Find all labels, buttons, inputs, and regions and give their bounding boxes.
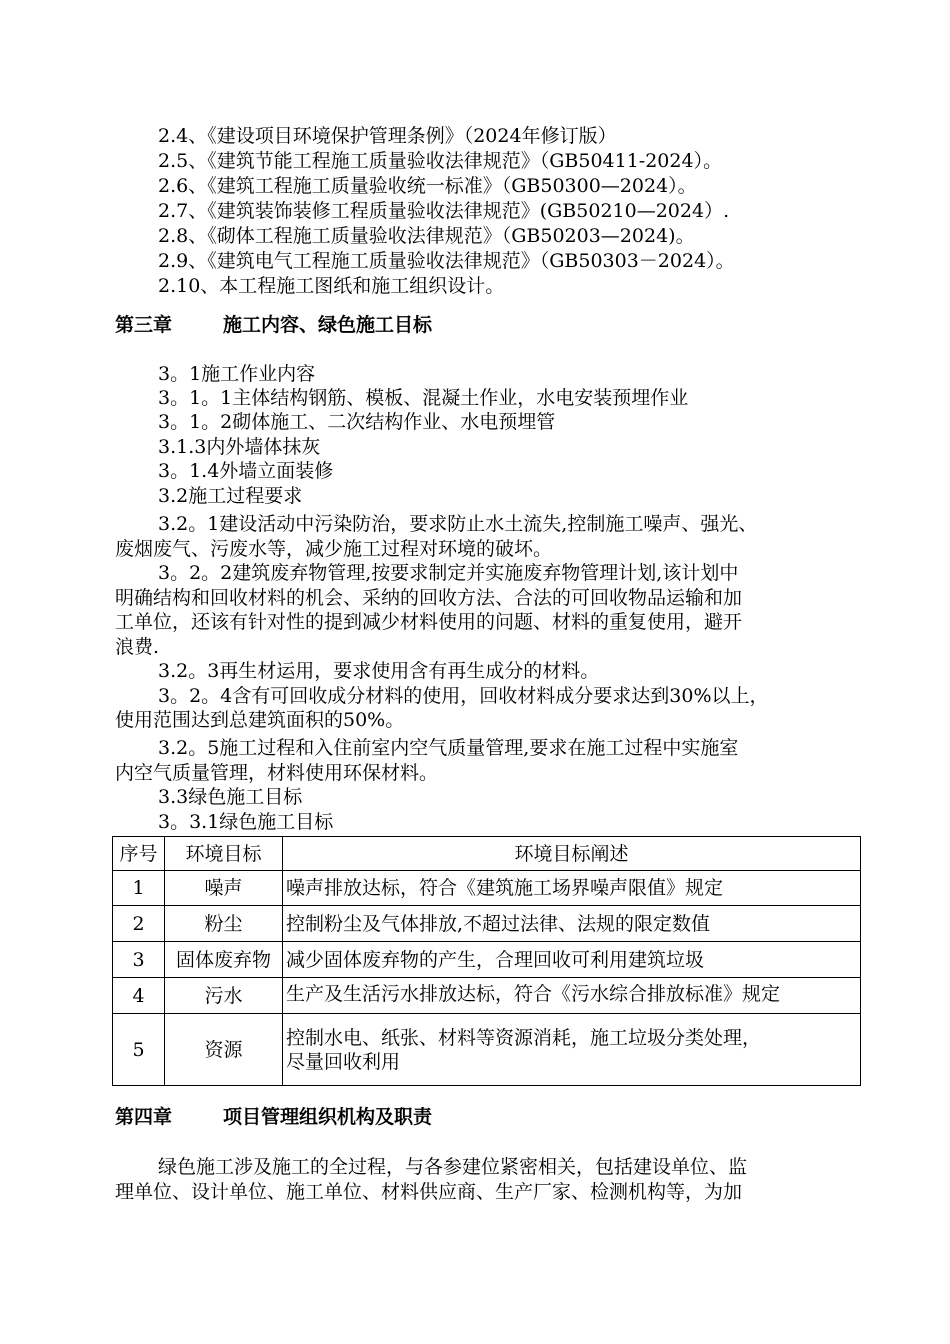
table-cell (283, 1014, 861, 1086)
table-row (113, 871, 861, 906)
paragraph-line: 理单位、设计单位、施工单位、材料供应商、生产厂家、检测机构等，为加 (115, 1181, 743, 1203)
table-header-row (113, 837, 861, 871)
paragraph-line: 绿色施工涉及施工的全过程，与各参建位紧密相关，包括建设单位、监 (158, 1156, 748, 1178)
table-cell-line: 尽量回收利用 (286, 1050, 401, 1073)
table-row (113, 1014, 861, 1086)
ref-item: 2.8、《砌体工程施工质量验收法律规范》（GB50203—2024)。 (158, 225, 695, 247)
table-cell: 噪声排放达标，符合《建筑施工场界噪声限值》规定 (283, 871, 861, 906)
table-cell: 4 (113, 978, 165, 1014)
ref-item: 2.9、《建筑电气工程施工质量验收法律规范》（GB50303－2024）。 (158, 250, 735, 272)
table-cell: 控制粉尘及气体排放,不超过法律、法规的限定数值 (283, 906, 861, 942)
section-line: 3.2施工过程要求 (158, 485, 303, 507)
environment-target-table (112, 836, 861, 1086)
table-cell: 噪声 (165, 871, 283, 906)
section-line: 3。2。4含有可回收成分材料的使用，回收材料成分要求达到30%以上， (158, 685, 769, 707)
section-line: 3.3绿色施工目标 (158, 786, 303, 808)
column-header: 环境目标 (165, 837, 283, 871)
section-line: 明确结构和回收材料的机会、采纳的回收方法、合法的可回收物品运输和加 (115, 587, 743, 609)
section-line: 浪费. (115, 636, 160, 658)
ref-item: 2.10、本工程施工图纸和施工组织设计。 (158, 275, 505, 297)
section-line: 3.2。5施工过程和入住前室内空气质量管理,要求在施工过程中实施室 (158, 737, 739, 759)
section-line: 工单位，还该有针对性的提到减少材料使用的问题、材料的重复使用，避开 (115, 611, 743, 633)
section-line: 3.2。3再生材运用，要求使用含有再生成分的材料。 (158, 660, 600, 682)
table-cell: 1 (113, 871, 165, 906)
table-cell (283, 978, 861, 1014)
section-line: 3。1。2砌体施工、二次结构作业、水电预埋管 (158, 411, 556, 433)
ref-item: 2.5、《建筑节能工程施工质量验收法律规范》（GB50411-2024）。 (158, 150, 723, 172)
chapter-title: 施工内容、绿色施工目标 (223, 314, 433, 336)
section-line: 3。1.4外墙立面装修 (158, 460, 334, 482)
ref-item: 2.4、《建设项目环境保护管理条例》（2024年修订版） (158, 125, 617, 147)
table-row (113, 906, 861, 942)
table-cell: 粉尘 (165, 906, 283, 942)
section-line: 3。2。2建筑废弃物管理,按要求制定并实施废弃物管理计划,该计划中 (158, 562, 739, 584)
section-line: 3.1.3内外墙体抹灰 (158, 436, 321, 458)
section-line: 使用范围达到总建筑面积的50%。 (115, 709, 405, 731)
chapter-number: 第三章 (115, 314, 173, 336)
table-cell: 污水 (165, 978, 283, 1014)
chapter-title: 项目管理组织机构及职责 (223, 1106, 433, 1128)
table-cell-line: 控制水电、纸张、材料等资源消耗，施工垃圾分类处理， (286, 1026, 762, 1049)
table-cell: 资源 (165, 1014, 283, 1086)
table-cell: 5 (113, 1014, 165, 1086)
table-cell-text: 生产及生活污水排放达标，符合《污水综合排放标准》规定 (286, 983, 781, 1005)
ref-item: 2.6、《建筑工程施工质量验收统一标准》（GB50300—2024）。 (158, 175, 697, 197)
section-line: 3。3.1绿色施工目标 (158, 811, 334, 833)
column-header: 环境目标阐述 (283, 837, 861, 871)
ref-item: 2.7、《建筑装饰装修工程质量验收法律规范》(GB50210—2024）. (158, 200, 730, 222)
chapter-number: 第四章 (115, 1106, 173, 1128)
section-line: 废烟废气、污废水等，减少施工过程对环境的破坏。 (115, 538, 553, 560)
section-line: 3。1施工作业内容 (158, 363, 316, 385)
table-cell: 减少固体废弃物的产生，合理回收可利用建筑垃圾 (283, 942, 861, 978)
table-cell: 2 (113, 906, 165, 942)
section-line: 3。1。1主体结构钢筋、模板、混凝土作业，水电安装预埋作业 (158, 387, 689, 409)
table-cell: 3 (113, 942, 165, 978)
chapter-heading (115, 313, 433, 337)
table-cell: 固体废弃物 (165, 942, 283, 978)
section-line: 3.2。1建设活动中污染防治，要求防止水土流失,控制施工噪声、强光、 (158, 513, 758, 535)
column-header: 序号 (113, 837, 165, 871)
table-row (113, 942, 861, 978)
chapter-heading (115, 1105, 433, 1129)
table-row (113, 978, 861, 1014)
section-line: 内空气质量管理，材料使用环保材料。 (115, 762, 439, 784)
